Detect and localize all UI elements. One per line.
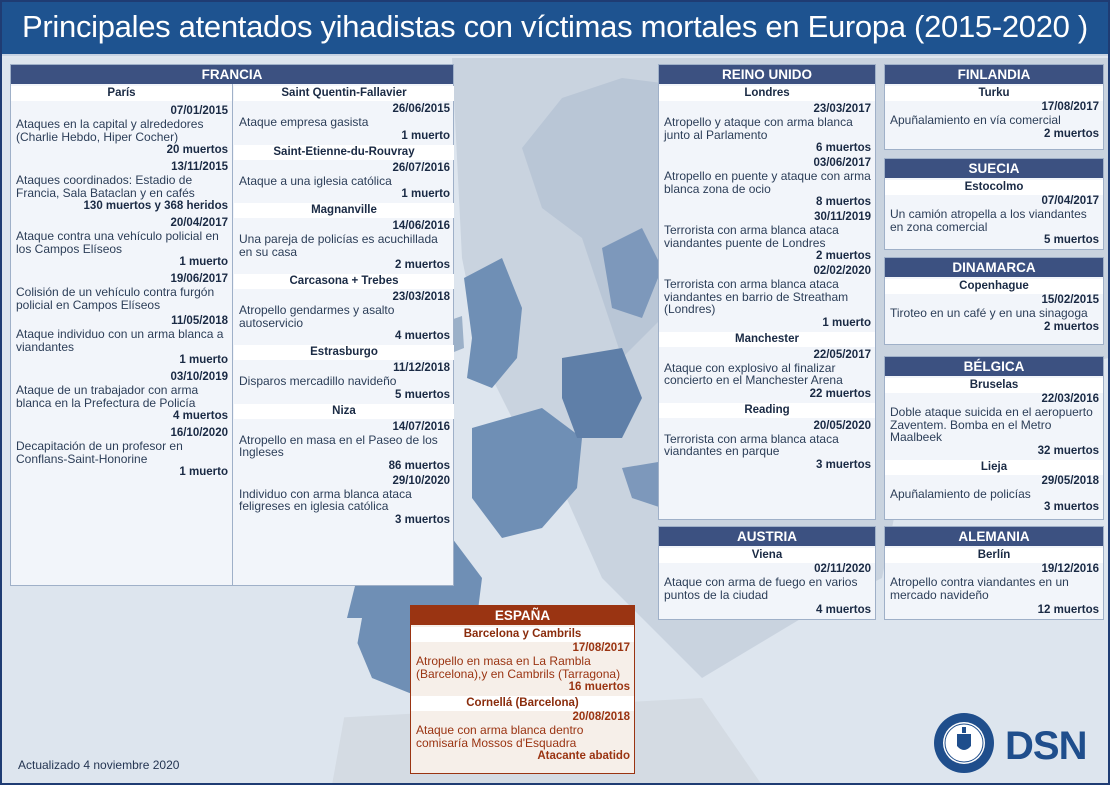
event-description: Ataques en la capital y alrededores (Charlie Hebdo, Hiper Cocher)	[16, 117, 204, 144]
event-victims: 1 muerto	[179, 354, 228, 366]
event-victims: 2 muertos	[1044, 127, 1099, 140]
event-description: Ataques coordinados: Estadio de Francia, Sala Bataclan y en cafés	[16, 173, 195, 200]
event-date: 03/10/2019	[170, 371, 228, 383]
event-victims: 1 muerto	[401, 129, 450, 142]
event-description: Apuñalamiento en vía comercial	[890, 113, 1061, 127]
event-victims: 4 muertos	[395, 330, 450, 342]
city-label: Manchester	[659, 332, 875, 347]
event-description: Ataque con explosivo al finalizar concierto en el Manchester Arena	[664, 360, 843, 387]
event-entry	[659, 157, 875, 209]
dsn-logo: DSN	[1005, 724, 1087, 768]
event-entry	[234, 103, 454, 143]
event-entry	[234, 291, 454, 343]
panel-finlandia	[884, 64, 1104, 150]
event-description: Terrorista con arma blanca ataca viandantes puente de Londres	[664, 223, 839, 250]
event-description: Decapitación de un profesor en Conflans-Saint-Honorine	[16, 439, 183, 466]
event-date: 26/06/2015	[392, 103, 450, 115]
event-description: Atropello en masa en el Paseo de los Ingleses	[239, 432, 438, 459]
panel-header: DINAMARCA	[885, 258, 1103, 277]
title-bar	[2, 2, 1108, 56]
event-entry	[11, 273, 232, 311]
panel-header: REINO UNIDO	[659, 65, 875, 84]
event-description: Terrorista con arma blanca ataca viandantes en barrio de Streatham (Londres)	[664, 277, 849, 316]
city-label: Bruselas	[885, 378, 1103, 393]
espana-body	[411, 627, 634, 763]
event-entry	[234, 220, 454, 272]
event-victims: 1 muerto	[179, 256, 228, 268]
event-date: 17/08/2017	[572, 642, 630, 654]
city-label: Reading	[659, 403, 875, 418]
panel-espana	[410, 605, 635, 774]
city-label: Barcelona y Cambrils	[411, 627, 634, 642]
reino-unido-body	[659, 86, 875, 472]
event-victims: 2 muertos	[816, 250, 871, 262]
event-description: Ataque a una iglesia católica	[239, 173, 392, 188]
event-victims: 3 muertos	[395, 513, 450, 526]
event-entry	[234, 475, 454, 527]
city-label: Saint Quentin-Fallavier	[234, 86, 454, 101]
event-victims: 16 muertos	[568, 681, 630, 693]
city-label: Estrasburgo	[234, 345, 454, 360]
panel-suecia	[884, 158, 1104, 250]
event-description: Atropello en masa en La Rambla (Barcelona),y en Cambrils (Tarragona)	[416, 654, 621, 681]
panel-header: SUECIA	[885, 159, 1103, 178]
panel-header: BÉLGICA	[885, 357, 1103, 376]
event-entry	[11, 217, 232, 269]
event-victims: 3 muertos	[816, 458, 871, 471]
event-victims: 5 muertos	[1044, 234, 1099, 246]
panel-header: FINLANDIA	[885, 65, 1103, 84]
event-entry	[11, 315, 232, 367]
panel-alemania	[884, 526, 1104, 620]
event-entry	[234, 362, 454, 402]
event-date: 11/05/2018	[171, 315, 228, 327]
event-victims: 86 muertos	[388, 459, 450, 472]
francia-left-column	[11, 84, 233, 585]
event-description: Terrorista con arma blanca ataca viandantes en parque	[664, 431, 839, 458]
event-entry	[659, 265, 875, 330]
event-date: 13/11/2015	[171, 161, 228, 173]
event-victims: 1 muerto	[401, 188, 450, 200]
panel-belgica	[884, 356, 1104, 520]
event-victims: 3 muertos	[1044, 501, 1099, 513]
event-victims: 32 muertos	[1037, 444, 1099, 457]
event-description: Ataque contra una vehículo policial en los Campos Elíseos	[16, 229, 219, 256]
event-description: Individuo con arma blanca ataca feligreses en iglesia católica	[239, 486, 412, 513]
event-date: 14/07/2016	[392, 420, 450, 433]
event-date: 02/11/2020	[814, 563, 871, 575]
event-description: Disparos mercadillo navideño	[239, 374, 397, 388]
event-victims: 6 muertos	[816, 142, 871, 154]
event-date: 26/07/2016	[392, 161, 450, 174]
event-date: 19/06/2017	[170, 273, 228, 285]
event-date: 22/03/2016	[1041, 393, 1099, 405]
event-description: Ataque con arma de fuego en varios puntos de la ciudad	[664, 575, 858, 602]
event-description: Una pareja de policías es acuchillada en su casa	[239, 232, 438, 259]
event-date: 07/01/2015	[170, 105, 228, 117]
event-victims: 4 muertos	[816, 604, 871, 616]
event-victims: 130 muertos y 368 heridos	[83, 200, 228, 212]
event-date: 20/04/2017	[170, 217, 228, 229]
panel-dinamarca	[884, 257, 1104, 345]
event-description: Atropello en puente y ataque con arma blanca zona de ocio	[664, 169, 871, 196]
city-label: Carcasona + Trebes	[234, 274, 454, 289]
francia-right-column	[234, 84, 454, 585]
event-description: Doble ataque suicida en el aeropuerto Zaventem. Bomba en el Metro Maalbeek	[890, 405, 1093, 444]
event-date: 17/08/2017	[1041, 101, 1099, 113]
page-title: Principales atentados yihadistas con víctimas mortales en Europa (2015-2020 )	[22, 9, 1088, 44]
city-label: Lieja	[885, 460, 1103, 475]
city-label: Londres	[659, 86, 875, 101]
event-victims: 4 muertos	[173, 410, 228, 422]
panel-header: FRANCIA	[11, 65, 453, 84]
event-victims: 5 muertos	[395, 388, 450, 401]
city-label: Turku	[885, 86, 1103, 101]
event-entry	[659, 349, 875, 401]
event-date: 30/11/2019	[814, 211, 871, 223]
city-label: Magnanville	[234, 203, 454, 218]
event-date: 11/12/2018	[393, 362, 450, 374]
event-entry	[11, 371, 232, 423]
event-description: Atropello contra viandantes en un mercado navideño	[890, 575, 1069, 602]
panel-austria	[658, 526, 876, 620]
event-victims: 2 muertos	[395, 259, 450, 271]
event-date: 23/03/2018	[392, 291, 450, 303]
city-label: Saint-Etienne-du-Rouvray	[234, 145, 454, 160]
event-victims: 1 muerto	[822, 316, 871, 329]
event-victims: 20 muertos	[166, 144, 228, 156]
city-label: Estocolmo	[885, 180, 1103, 195]
event-victims: 1 muerto	[179, 466, 228, 478]
event-entry	[659, 420, 875, 472]
event-date: 16/10/2020	[170, 427, 228, 439]
event-entry	[234, 421, 454, 473]
event-date: 14/06/2016	[392, 220, 450, 232]
event-description: Ataque empresa gasista	[239, 115, 369, 129]
event-entry	[11, 427, 232, 479]
panel-reino-unido	[658, 64, 876, 520]
event-entry	[234, 162, 454, 202]
event-date: 03/06/2017	[813, 157, 871, 169]
event-date: 07/04/2017	[1041, 195, 1099, 207]
panel-header: AUSTRIA	[659, 527, 875, 546]
event-entry	[11, 105, 232, 157]
event-date: 19/12/2016	[1041, 563, 1099, 575]
panel-francia	[10, 64, 454, 586]
event-date: 20/05/2020	[813, 419, 871, 432]
panel-header: ESPAÑA	[411, 606, 634, 625]
event-entry	[659, 103, 875, 155]
event-description: Apuñalamiento de policías	[890, 486, 1031, 501]
event-date: 20/08/2018	[572, 711, 630, 723]
event-description: Un camión atropella a los viandantes en zona comercial	[890, 207, 1087, 234]
event-description: Ataque individuo con un arma blanca a viandantes	[16, 327, 224, 354]
event-victims: 22 muertos	[809, 387, 871, 400]
event-description: Ataque de un trabajador con arma blanca en la Prefectura de Policía	[16, 383, 199, 410]
event-date: 02/02/2020	[813, 265, 871, 277]
city-label: Cornellá (Barcelona)	[411, 696, 634, 711]
city-label: París	[11, 86, 232, 101]
event-entry	[11, 161, 232, 213]
event-date: 29/05/2018	[1041, 474, 1099, 487]
event-description: Tiroteo en un café y en una sinagoga	[890, 306, 1088, 320]
panel-header: ALEMANIA	[885, 527, 1103, 546]
event-description: Ataque con arma blanca dentro comisaría Mossos d'Esquadra	[416, 723, 584, 750]
city-label: Viena	[659, 548, 875, 563]
event-victims: 12 muertos	[1037, 604, 1099, 616]
event-description: Colisión de un vehículo contra furgón policial en Campos Elíseos	[16, 285, 215, 312]
event-date: 29/10/2020	[392, 474, 450, 487]
city-label: Berlín	[885, 548, 1103, 563]
city-label: Copenhague	[885, 279, 1103, 294]
event-date: 23/03/2017	[813, 103, 871, 115]
city-label: Niza	[234, 404, 454, 419]
event-date: 15/02/2015	[1041, 294, 1099, 306]
belgica-body	[885, 378, 1103, 514]
event-description: Atropello gendarmes y asalto autoservicio	[239, 303, 395, 330]
event-victims: 8 muertos	[816, 196, 871, 208]
event-victims: Atacante abatido	[537, 750, 630, 762]
updated-date: Actualizado 4 noviembre 2020	[18, 758, 180, 772]
event-description: Atropello y ataque con arma blanca junto al Parlamento	[664, 115, 853, 142]
dsn-seal-icon	[933, 712, 995, 774]
event-entry	[659, 211, 875, 263]
event-victims: 2 muertos	[1044, 320, 1099, 333]
event-date: 22/05/2017	[813, 348, 871, 361]
